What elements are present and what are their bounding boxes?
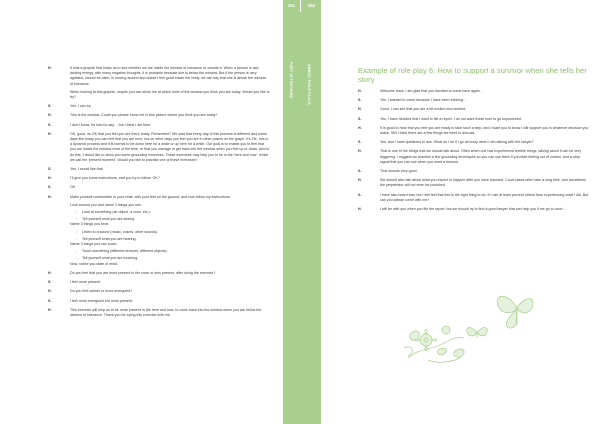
dialogue-text: Yes, I have decided that I want to file a report. I do not want these men to go unpunished.: [380, 116, 522, 121]
dialogue-row: [48, 299, 270, 304]
bullet-item: • Tell yourself what you are hearing.: [76, 236, 137, 241]
dialogue-text: That is one of the things that we should talk about. Often when one has experienced terrible things, talking about it can be very triggering. I suggest we practise a few grounding techniques so you can use them if you start feeling out of control. And a stop signal that you can use when you need a timeout.: [380, 149, 582, 164]
speaker-label: H.: [358, 149, 362, 154]
speaker-label: S.: [358, 169, 362, 174]
dialogue-text: I feel more present.: [70, 280, 101, 285]
dialogue-row: [358, 98, 590, 103]
bullet-item: • Look at something (an object, a color, etc.).: [76, 210, 151, 215]
speaker-label: S.: [358, 192, 362, 197]
bullet-item: • Tell yourself what you are seeing.: [76, 217, 136, 222]
dialogue-text: This is the window. Could you please show me in this picture where you think you are today?: [70, 113, 218, 118]
bullet-item: • Tell yourself what you are touching.: [76, 256, 139, 261]
speaker-label: S.: [48, 280, 52, 285]
dialogue-row: [48, 113, 270, 118]
speaker-label: S.: [48, 298, 52, 303]
dialogue-text: I’ll give you some instructions, and you try to follow. OK?: [70, 176, 160, 181]
dialogue-text: Make yourself comfortable in your chair, with your feet on the ground, and now follow my instructions.: [70, 194, 231, 199]
dialogue-row: [358, 149, 590, 165]
dialogue-text: Do you feel calmer or more energized?: [70, 289, 133, 294]
butterflies-icon: [398, 288, 538, 370]
dialogue-row: [48, 195, 270, 267]
dialogue-row: [358, 89, 590, 94]
dialogue-row: [358, 207, 590, 212]
dialogue-text: Look around you and name 3 things you see.: [70, 202, 142, 207]
dialogue-text: Yes, I wanted to come because I have been thinking…: [380, 98, 467, 103]
dialogue-text: Yes, and I have questions to ask. What do I do if I go all crazy when I am talking with the lawyer?: [380, 140, 534, 145]
dialogue-text: We should also talk about what you expect to happen after you have reported. Court cases often take a long time, and sometimes the perpetrator will not even be punished.: [380, 178, 587, 188]
speaker-label: S.: [358, 140, 362, 145]
speaker-label: S.: [358, 98, 362, 103]
dialogue-row: [358, 178, 590, 188]
dialogue-text: Good, I can see that you are a bit excited and worried.: [380, 107, 467, 112]
dialogue-row: [48, 66, 270, 100]
speaker-label: H.: [48, 307, 52, 312]
dialogue-row: [48, 308, 270, 318]
dialogue-row: [48, 167, 270, 172]
dialogue-row: [48, 185, 270, 190]
spine-label-right: ANNEX: ROLE PLAYS: [307, 64, 311, 105]
spine-label-left: PART III TEACHING: [289, 62, 293, 99]
dialogue-text: Now, notice you state of mind.: [70, 261, 118, 266]
speaker-label: S.: [48, 167, 52, 172]
speaker-label: H.: [48, 194, 52, 199]
dialogue-row: [358, 169, 590, 174]
speaker-label: H.: [48, 66, 52, 70]
page-number-left: 151: [283, 0, 301, 12]
speaker-label: H.: [48, 270, 52, 275]
dialogue-row: [48, 271, 270, 276]
page-number-right: 152: [302, 0, 321, 12]
dialogue-text: OK, good, its OK that you feel you are there today. Remember? We said that every day of this process is different and some days like today you can feel that you are here, but on other days you feel you are in other places on the graph. It’s OK, this is a dynamic process and it is normal to be down here for a while or up here for a while. Our goal is to enable you to feel that you are inside the window most of the time, or that you manage to get back into the window when you feel up or down. And to do this, I would like to show you some grounding exercises. These exercises may help you to be in the ‘here and now’, which we call the ‘present moment’. Would you like to practise one of these exercises?: [70, 131, 270, 162]
speaker-label: S.: [48, 122, 52, 127]
left-dialogue: [48, 66, 270, 322]
speaker-label: H.: [48, 289, 52, 294]
speaker-label: S.: [48, 104, 52, 109]
dialogue-row: [48, 132, 270, 163]
dialogue-row: [358, 126, 590, 136]
dialogue-text: Do you feel that you are more present in the room or less present, after doing the exercise?: [70, 270, 216, 275]
dialogue-row: [358, 117, 590, 122]
dialogue-row: [358, 193, 590, 203]
speaker-label: H.: [358, 125, 362, 130]
dialogue-row: [48, 176, 270, 181]
dialogue-text: It is good to hear that you feel you are ready to take such a step, and I want you to know I will support you in whatever decision you make. Still I think there are a few things we need to discuss.: [380, 125, 589, 136]
speaker-label: H.: [358, 178, 362, 183]
dialogue-text: That sounds very good.: [380, 169, 418, 174]
dialogue-row: [48, 280, 270, 285]
speaker-label: H.: [48, 131, 52, 136]
dialogue-text: Name 3 things you can touch.: [70, 242, 118, 247]
dialogue-text: This exercise will help us to be more present in the here and now, to come back into the window when you are below the window of tolerance. Thank you for trying this exercise with me.: [70, 307, 262, 317]
dialogue-row: [358, 140, 590, 145]
bullet-item: • Listen to a sound (music, voices, other sounds).: [76, 229, 159, 234]
dialogue-text: I feel more energized but more present.: [70, 298, 133, 303]
bullet-item: • Touch something (different textures, different objects).: [76, 249, 168, 254]
dialogue-text: Yes, I can try.: [70, 104, 92, 109]
speaker-label: S.: [358, 116, 362, 121]
speaker-label: H.: [358, 207, 362, 212]
right-dialogue: [358, 89, 590, 216]
dialogue-row: [358, 107, 590, 112]
speaker-label: H.: [48, 113, 52, 118]
speaker-label: H.: [358, 89, 362, 93]
dialogue-text: I don’t know, it’s hard to say… but I think I am here.: [70, 122, 152, 127]
section-title: Example of role play 6: How to support a survivor when she tells her story: [358, 66, 587, 84]
dialogue-text: Welcome back, I am glad that you decided to come back again.: [380, 89, 481, 93]
dialogue-text: When looking at this graphic, maybe you can show me at which level of the window you think you are today. Would you like to try?: [70, 89, 270, 100]
dialogue-row: [48, 123, 270, 128]
dialogue-text: Yes, I would like that.: [70, 167, 104, 172]
dialogue-row: [48, 289, 270, 294]
dialogue-text: OK.: [70, 185, 77, 190]
speaker-label: H.: [358, 107, 362, 112]
dialogue-text: Name 3 things you hear.: [70, 222, 109, 227]
dialogue-text: I will be with you when you file the report, but we should try to find a good lawyer that can help you if we go to court…: [380, 207, 567, 212]
dialogue-text: I have also heard that, but I still feel that this is the right thing to do. If I can at least prevent others from experiencing what I did. But can you please come with me?: [380, 192, 589, 202]
dialogue-text: It was a graphic that helps us to see whether we are inside the window of tolerance or outside it. When a person is sad, lacking energy, with many negative thoughts, it is probable because she is below the window. But if the person is very agitated, cannot be calm, is moving around and doesn’t feel good inside her body, we can say that she is above the window of tolerance.: [70, 66, 267, 86]
butterflies-illustration: [398, 288, 538, 370]
speaker-label: S.: [48, 185, 52, 190]
dialogue-row: [48, 104, 270, 109]
speaker-label: H.: [48, 176, 52, 181]
